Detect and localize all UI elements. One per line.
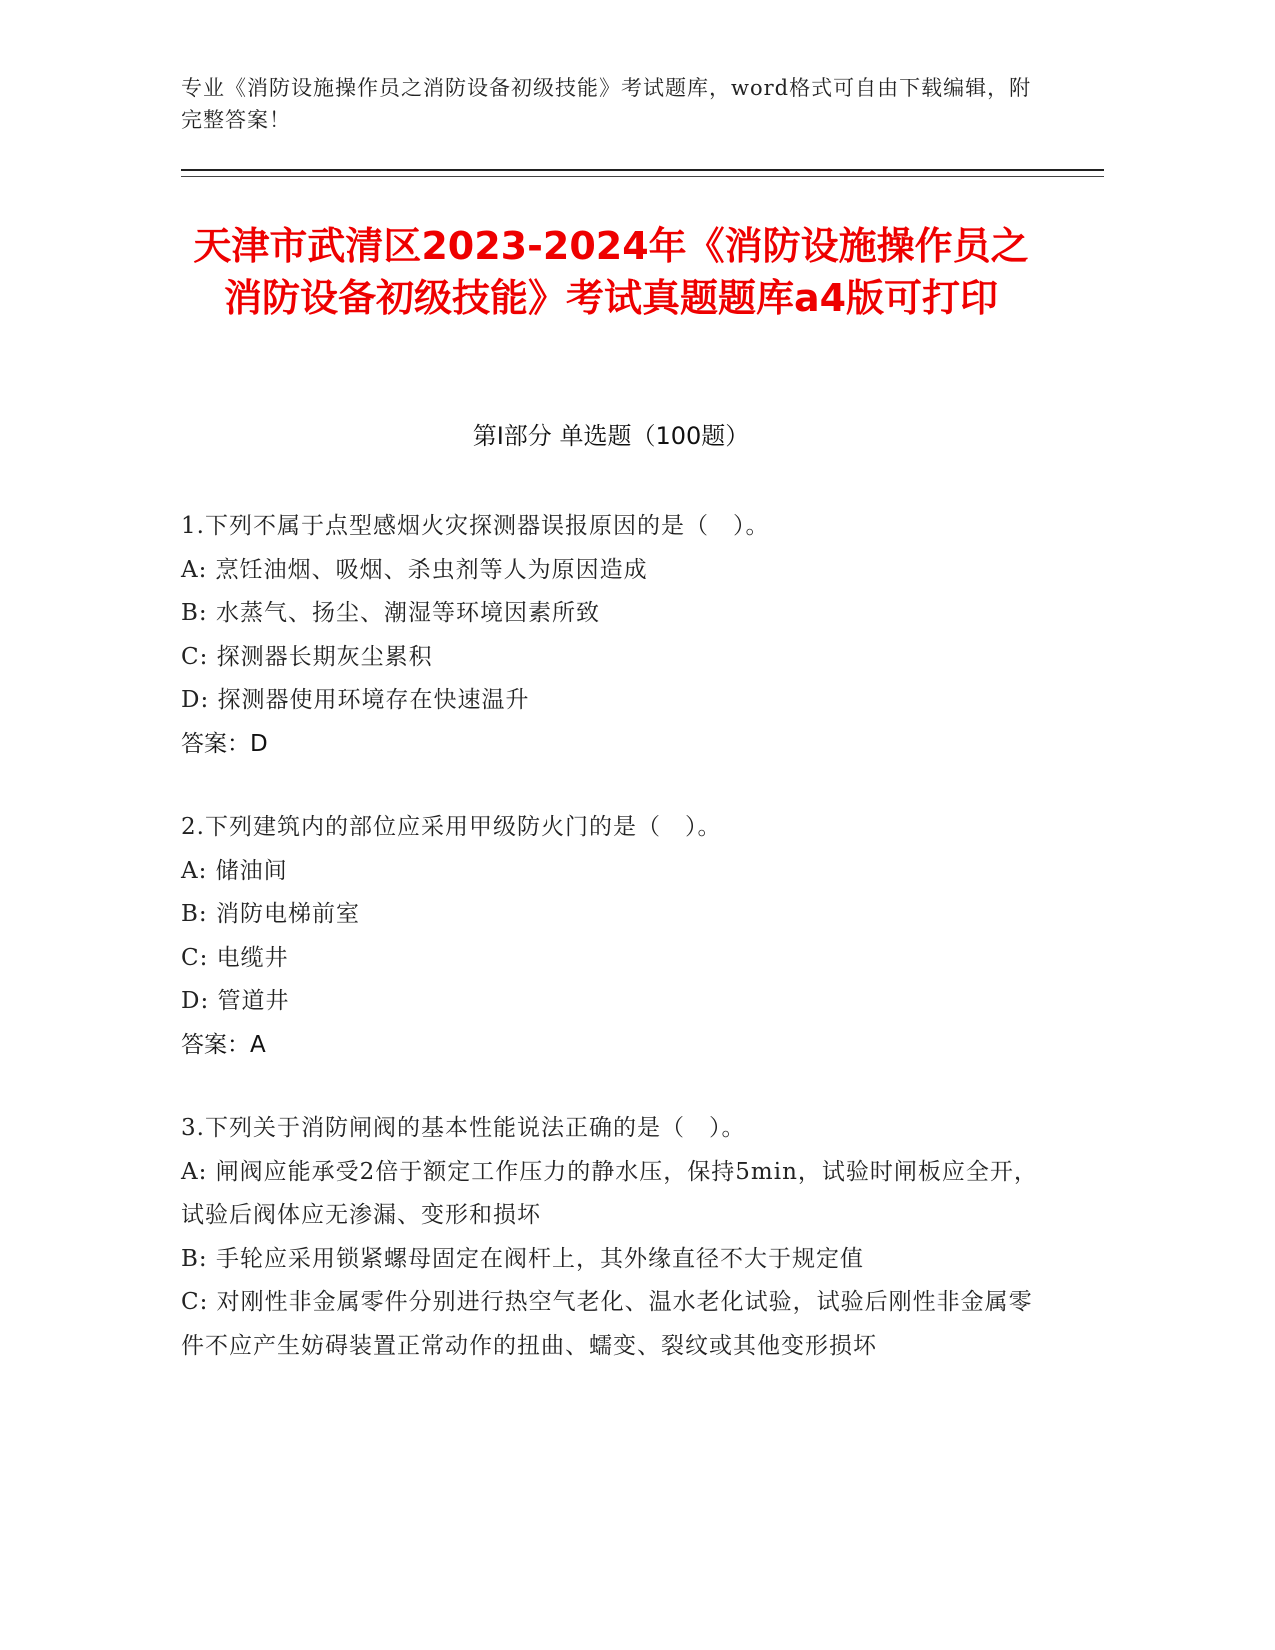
option-c: C: 探测器长期灰尘累积 (181, 643, 433, 670)
option-a: A: 闸阀应能承受2倍于额定工作压力的静水压，保持5min，试验时闸板应全开，试验后阀体应无渗漏、变形和损坏 (181, 1158, 1038, 1228)
question-stem: 3.下列关于消防闸阀的基本性能说法正确的是（ ）。 (181, 1115, 746, 1141)
option-b: B: 消防电梯前室 (181, 901, 360, 927)
document-title: 天津市武清区2023-2024年《消防设施操作员之消防设备初级技能》考试真题题库a4版可打印 (193, 224, 1029, 320)
option-a: A: 储油间 (181, 857, 288, 884)
question-item (181, 505, 1041, 766)
answer-line: 答案：A (181, 1031, 266, 1058)
option-c: C: 电缆井 (181, 944, 289, 971)
option-a: A: 烹饪油烟、吸烟、杀虫剂等人为原因造成 (181, 556, 648, 583)
option-b: B: 手轮应采用锁紧螺母固定在阀杆上，其外缘直径不大于规定值 (181, 1245, 864, 1272)
header-divider-thick (181, 169, 1104, 171)
option-d: D: 探测器使用环境存在快速温升 (181, 687, 530, 713)
answer-line: 答案：D (181, 730, 268, 757)
section-heading: 第Ⅰ部分 单选题（100题） (472, 422, 750, 450)
option-c: C: 对刚性非金属零件分别进行热空气老化、温水老化试验，试验后刚性非金属零件不应产生妨碍装置正常动作的扭曲、蠕变、裂纹或其他变形损坏 (181, 1289, 1033, 1359)
question-item (181, 806, 1041, 1067)
header-divider-thin (181, 176, 1104, 177)
question-item (181, 1107, 1041, 1368)
option-b: B: 水蒸气、扬尘、潮湿等环境因素所致 (181, 600, 600, 626)
question-stem: 2.下列建筑内的部位应采用甲级防火门的是（ ）。 (181, 814, 722, 840)
question-stem: 1.下列不属于点型感烟火灾探测器误报原因的是（ ）。 (181, 513, 770, 539)
header-note: 专业《消防设施操作员之消防设备初级技能》考试题库，word格式可自由下载编辑，附完整答案！ (181, 76, 1032, 132)
question-list (181, 505, 1041, 1408)
option-d: D: 管道井 (181, 988, 290, 1014)
